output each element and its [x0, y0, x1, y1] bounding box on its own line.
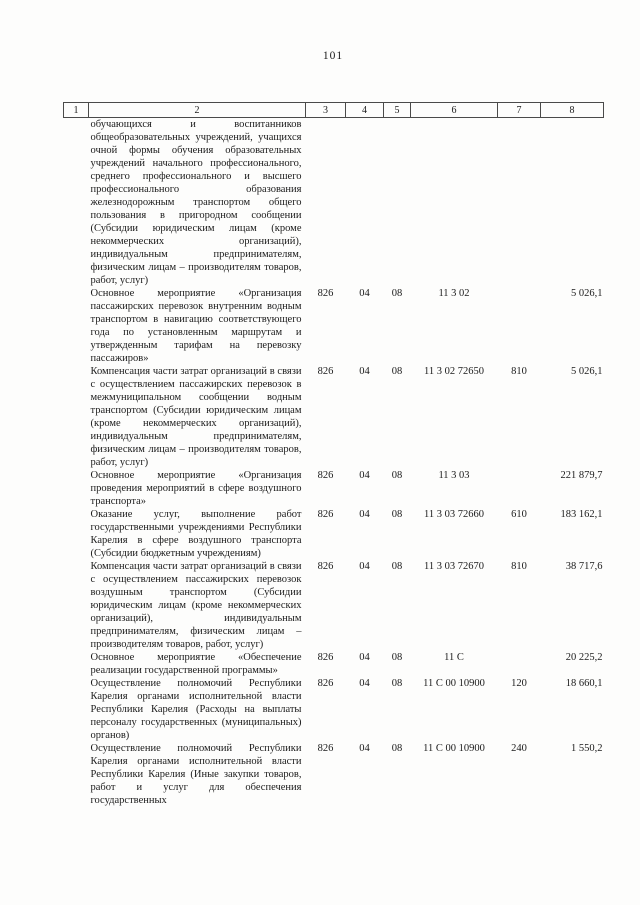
row-target-code: 11 3 03 72670	[424, 561, 484, 572]
table-row	[64, 287, 604, 365]
row-target-code: 11 3 03 72660	[424, 509, 484, 520]
row-amount: 183 162,1	[560, 509, 603, 520]
table-row	[64, 742, 604, 807]
row-amount: 20 225,2	[565, 652, 603, 663]
row-description: Компенсация части затрат организаций в связи с осуществлением пассажирских перевозок воздушным транспортом (Субсидии юридическим лицам (кроме некоммерческих организаций), индивидуальным предпринимателям, физическим лицам – производителям товаров, работ, услуг)	[90, 561, 302, 650]
row-subsection-code: 08	[391, 743, 403, 754]
row-section-code: 04	[359, 366, 370, 377]
row-type-code: 120	[511, 678, 527, 689]
row-type-code	[498, 651, 541, 677]
row-description: обучающихся и воспитанников общеобразовательных учреждений, учащихся очной формы обучения образовательных учреждений начального профессионального, среднего профессионального и высшего профессионального образования железнодорожным транспортом общего пользования в пригородном сообщении (Субсидии юридическим лицам (кроме некоммерческих организаций), индивидуальным предпринимателям, физическим лицам – производителям товаров, работ, услуг)	[90, 119, 302, 286]
row-grbs-code: 826	[317, 470, 334, 481]
row-grbs-code: 826	[317, 743, 334, 754]
header-col-4: 4	[346, 103, 384, 118]
row-section-code: 04	[359, 288, 370, 299]
row-grbs-code: 826	[317, 652, 334, 663]
row-amount: 221 879,7	[560, 470, 603, 481]
row-number-cell	[64, 508, 89, 560]
header-col-2: 2	[89, 103, 306, 118]
row-description: Осуществление полномочий Республики Карелия органами исполнительной власти Республики Карелия (Иные закупки товаров, работ и услуг для обеспечения государственных	[90, 743, 302, 806]
row-description: Основное мероприятие «Организация проведения мероприятий в сфере воздушного транспорта»	[90, 470, 302, 507]
row-number-cell	[64, 742, 89, 807]
row-grbs-code: 826	[317, 288, 334, 299]
row-type-code	[498, 469, 541, 508]
header-col-3: 3	[306, 103, 346, 118]
row-section-code: 04	[359, 743, 370, 754]
row-type-code: 240	[511, 743, 527, 754]
row-number-cell	[64, 560, 89, 651]
row-number-cell	[64, 118, 89, 288]
table-row	[64, 651, 604, 677]
table-row	[64, 508, 604, 560]
row-amount: 5 026,1	[571, 366, 603, 377]
budget-table	[63, 102, 604, 807]
header-col-6: 6	[411, 103, 498, 118]
row-description: Компенсация части затрат организаций в связи с осуществлением пассажирских перевозок в межмуниципальном сообщении водным транспортом (Субсидии юридическим лицам (кроме некоммерческих организаций), индивидуальным предпринимателям, физическим лицам – производителям товаров, работ, услуг)	[90, 366, 302, 468]
table-header	[64, 103, 604, 118]
table-row	[64, 677, 604, 742]
row-amount: 18 660,1	[565, 678, 603, 689]
row-number-cell	[64, 365, 89, 469]
row-target-code: 11 С	[444, 652, 464, 663]
row-grbs-code: 826	[317, 509, 334, 520]
row-subsection-code: 08	[391, 366, 403, 377]
row-type-code	[498, 118, 541, 288]
table-row	[64, 118, 604, 288]
row-section-code: 04	[359, 678, 370, 689]
row-grbs-code: 826	[317, 678, 334, 689]
row-description: Осуществление полномочий Республики Карелия органами исполнительной власти Республики Карелия (Расходы на выплаты персоналу государственных (муниципальных) органов)	[90, 678, 302, 741]
row-target-code: 11 3 03	[438, 470, 470, 481]
row-section-code: 04	[359, 561, 370, 572]
row-target-code: 11 С 00 10900	[423, 743, 485, 754]
header-row	[64, 103, 604, 118]
row-type-code: 810	[511, 561, 527, 572]
row-section-code	[346, 118, 384, 288]
row-amount: 38 717,6	[565, 561, 603, 572]
row-grbs-code: 826	[317, 366, 334, 377]
row-target-code: 11 С 00 10900	[423, 678, 485, 689]
row-subsection-code	[384, 118, 411, 288]
row-subsection-code: 08	[391, 288, 403, 299]
row-description: Оказание услуг, выполнение работ государственными учреждениями Республики Карелия в сфере воздушного транспорта (Субсидии бюджетным учреждениям)	[90, 509, 302, 559]
table-body	[64, 118, 604, 808]
row-grbs-code: 826	[317, 561, 334, 572]
row-type-code	[498, 287, 541, 365]
row-subsection-code: 08	[391, 652, 403, 663]
row-amount: 1 550,2	[571, 743, 603, 754]
row-number-cell	[64, 287, 89, 365]
row-number-cell	[64, 651, 89, 677]
row-description: Основное мероприятие «Организация пассажирских перевозок внутренним водным транспортом в навигацию соответствующего года по установленным маршрутам и утвержденным тарифам на перевозку пассажиров»	[90, 288, 302, 364]
row-amount	[541, 118, 604, 288]
row-subsection-code: 08	[391, 509, 403, 520]
row-section-code: 04	[359, 652, 370, 663]
row-section-code: 04	[359, 470, 370, 481]
header-col-7: 7	[498, 103, 541, 118]
row-section-code: 04	[359, 509, 370, 520]
row-description: Основное мероприятие «Обеспечение реализации государственной программы»	[90, 652, 302, 676]
row-type-code: 610	[511, 509, 527, 520]
row-subsection-code: 08	[391, 678, 403, 689]
row-subsection-code: 08	[391, 470, 403, 481]
page-number: 101	[322, 50, 344, 62]
row-number-cell	[64, 469, 89, 508]
table-row	[64, 365, 604, 469]
row-amount: 5 026,1	[571, 288, 603, 299]
row-grbs-code	[306, 118, 346, 288]
row-type-code: 810	[511, 366, 527, 377]
header-col-5: 5	[384, 103, 411, 118]
header-col-8: 8	[541, 103, 604, 118]
row-target-code: 11 3 02 72650	[424, 366, 484, 377]
row-number-cell	[64, 677, 89, 742]
row-target-code	[411, 118, 498, 288]
row-subsection-code: 08	[391, 561, 403, 572]
row-target-code: 11 3 02	[438, 288, 470, 299]
header-col-1: 1	[64, 103, 89, 118]
table-row	[64, 469, 604, 508]
table-row	[64, 560, 604, 651]
